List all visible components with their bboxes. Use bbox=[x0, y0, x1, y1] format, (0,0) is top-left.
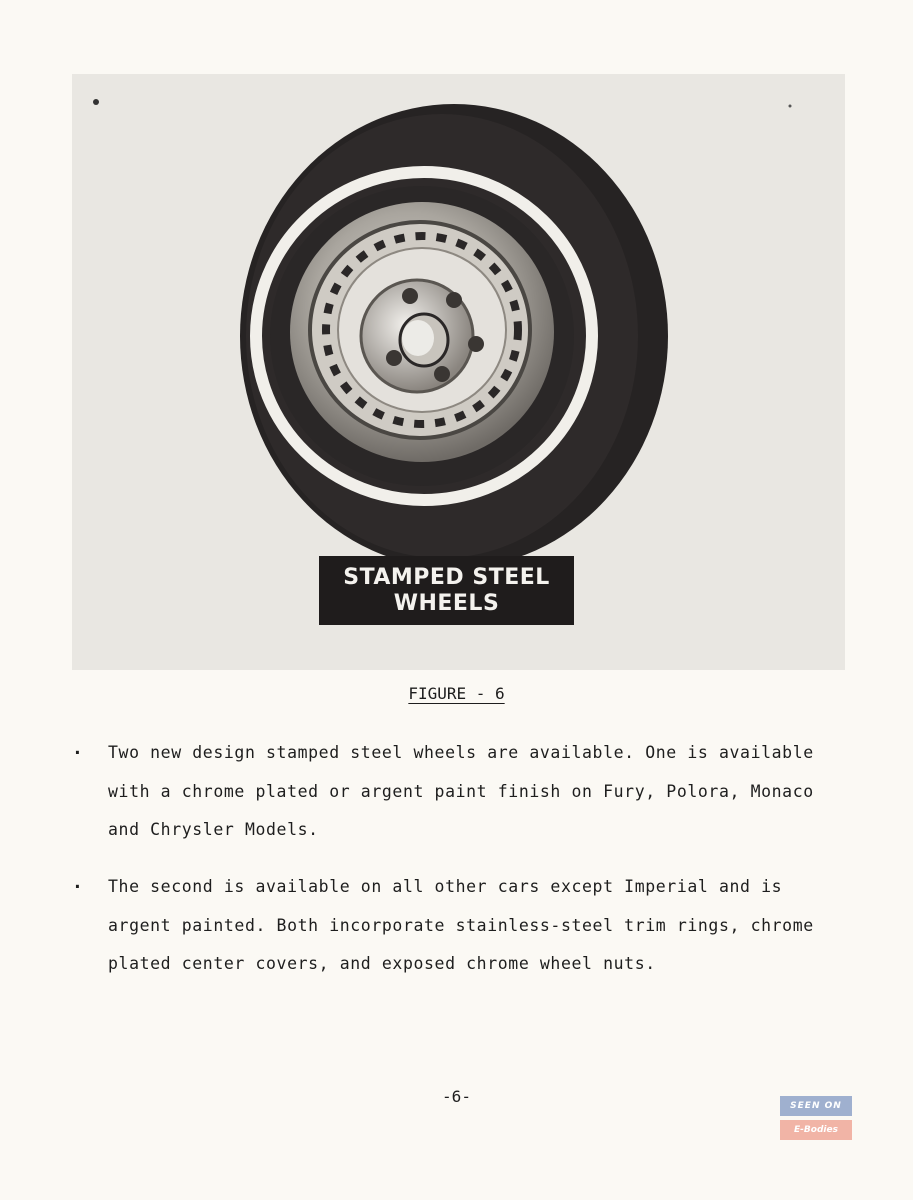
lug-nut bbox=[468, 336, 484, 352]
watermark-line1: SEEN ON bbox=[780, 1096, 852, 1116]
figure-caption bbox=[0, 684, 913, 703]
figure-caption-text: FIGURE - 6 bbox=[408, 684, 505, 703]
watermark-line2: E-Bodies bbox=[780, 1120, 852, 1140]
lug-nut bbox=[386, 350, 402, 366]
paragraph-2: The second is available on all other cars except Imperial and is argent painted. Both incorporate stainless-steel trim rings, chrome plated center covers, and exposed chrome wheel nuts. bbox=[108, 877, 814, 973]
lug-nut bbox=[402, 288, 418, 304]
lug-nut bbox=[434, 366, 450, 382]
figure-label-box bbox=[319, 556, 574, 625]
figure-label-line2: WHEELS bbox=[393, 590, 500, 616]
paragraph-1: Two new design stamped steel wheels are available. One is available with a chrome plated or argent paint finish on Fury, Polora, Monaco and Chrysler Models. bbox=[108, 743, 814, 839]
wheel-photo bbox=[72, 74, 845, 670]
figure-label-line1: STAMPED STEEL bbox=[343, 564, 550, 590]
bullet-2: . bbox=[72, 872, 83, 893]
watermark-badge bbox=[780, 1096, 852, 1140]
page-number: -6- bbox=[442, 1087, 471, 1106]
bullet-1: . bbox=[72, 738, 83, 759]
lug-nut bbox=[446, 292, 462, 308]
